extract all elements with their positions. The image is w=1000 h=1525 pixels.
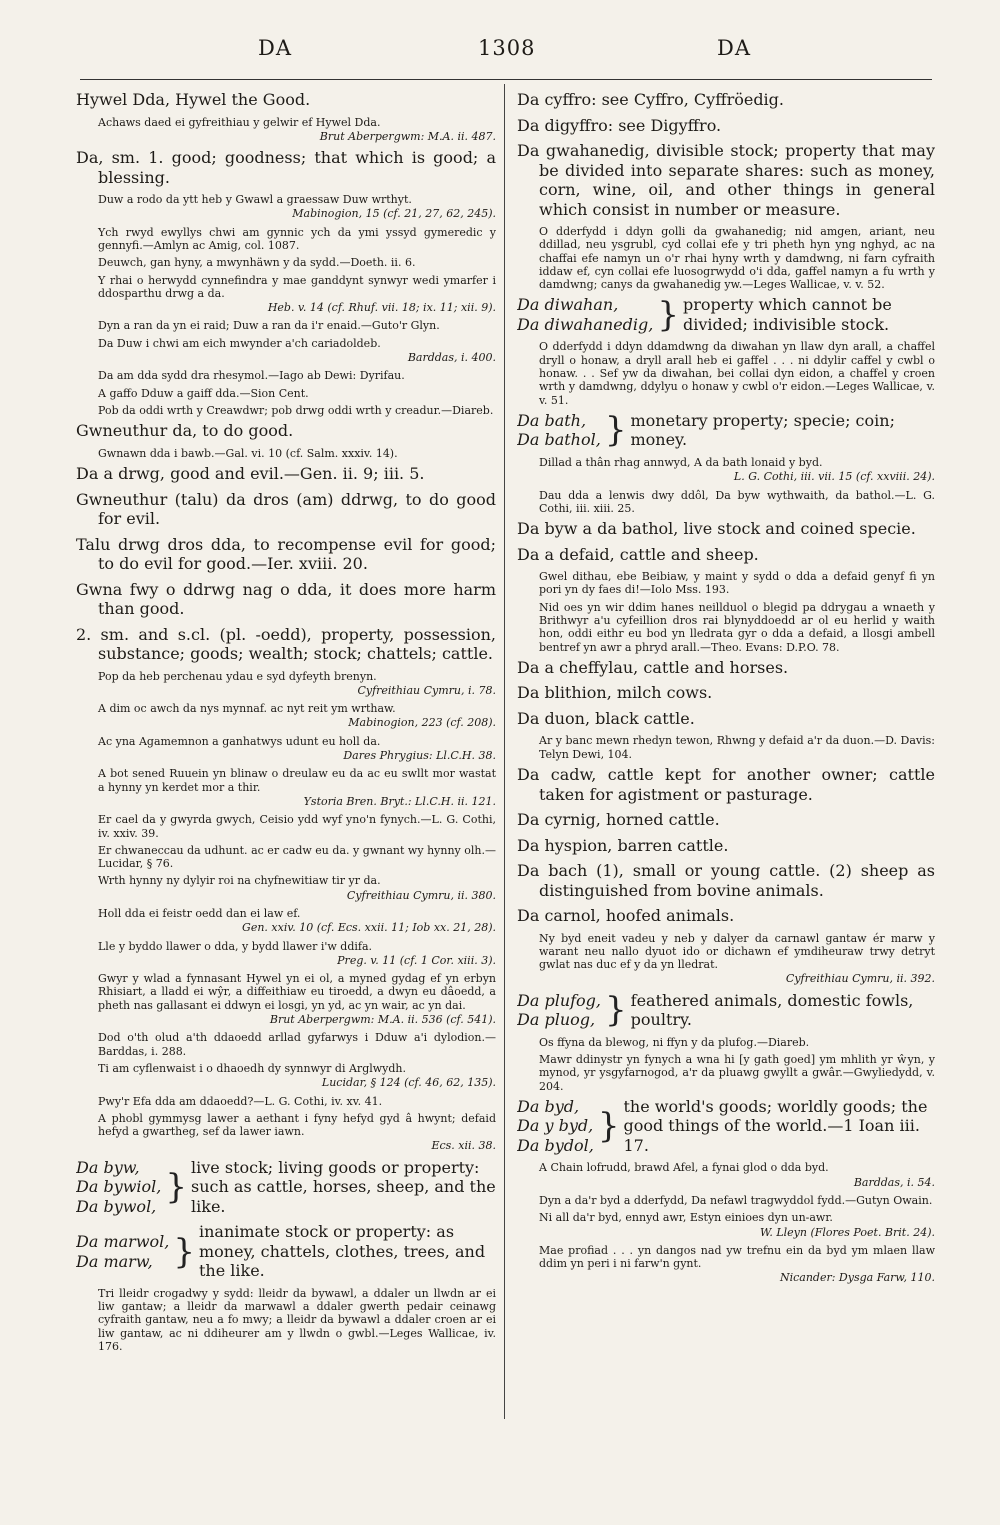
entry-group-da-bath — [517, 411, 935, 450]
citation: Ac yna Agamemnon a ganhatwys udunt eu holl da. — [98, 734, 381, 748]
citation: Pob da oddi wrth y Creawdwr; pob drwg oddi wrth y creadur.—Diareb. — [98, 403, 494, 417]
citation: A bot sened Ruuein yn blinaw o dreulaw eu da ac eu swllt mor wastat a hynny yn kerdet mor a thir. — [98, 767, 496, 794]
citation: Er chwaneccau da udhunt. ac er cadw eu da. y gwnant wy hynny olh.—Lucidar, § 76. — [98, 843, 496, 871]
source-reference: Cyfreithiau Cymru, i. 78. — [357, 683, 496, 697]
source-reference: Mabinogion, 223 (cf. 208). — [348, 716, 496, 730]
source-reference: Preg. v. 11 (cf. 1 Cor. xiii. 3). — [337, 953, 496, 967]
dictionary-entry: Da cyffro: see Cyffro, Cyffröedig. — [517, 90, 784, 109]
term: Da y byd, — [517, 1116, 594, 1136]
citation: Gwel dithau, ebe Beibiaw, y maint y sydd o dda a defaid genyf fi yn pori yn dy faes di!—Iolo Mss. 193. — [539, 570, 935, 597]
source-reference: Mabinogion, 15 (cf. 21, 27, 62, 245). — [292, 207, 496, 221]
term: Da bath, — [517, 410, 587, 430]
entry-group-da-byw — [76, 1158, 496, 1217]
group-definition: inanimate stock or property: as money, chattels, clothes, trees, and the like. — [198, 1222, 486, 1281]
citation: Mae profiad . . . yn dangos nad yw trefnu ein da byd ym mlaen llaw ddim yn peri i ni farw'n gynt. — [539, 1243, 935, 1271]
group-definition: feathered animals, domestic fowls, poultry. — [630, 990, 914, 1030]
left-column — [76, 90, 496, 1430]
right-column — [517, 90, 935, 1430]
source-reference: Cyfreithiau Cymru, ii. 380. — [346, 888, 496, 902]
citation: Nid oes yn wir ddim hanes neillduol o blegid pa ddrygau a wnaeth y Brithwyr a'u cyfeillion dros rai blynyddoedd ar ol eu herlid y waith hon, oddi eithr eu bod yn lledrata gyr o dda a defaid, a llosgi ambell bentref yn awr a phryd arall.—Theo. Evans: D.P.O. 78. — [539, 600, 935, 654]
citation: Da Duw i chwi am eich mwynder a'ch cariadoldeb. — [98, 336, 381, 350]
right-entries-3 — [517, 456, 935, 986]
citation: Ych rwyd ewyllys chwi am gynnic ych da ymi yssyd gymeredic y gennyfi.—Amlyn ac Amig, col. 1087. — [98, 225, 496, 252]
left-entries — [76, 90, 496, 1153]
citation: Ti am cyflenwaist i o dhaoedh dy synnwyr di Arglwydh. — [98, 1061, 407, 1075]
group-terms — [517, 295, 653, 334]
group-definition: property which cannot be divided; indivisible stock. — [683, 295, 892, 334]
group-terms — [76, 1158, 161, 1217]
term: Da marw, — [76, 1251, 153, 1271]
dictionary-entry: Da bach (1), small or young cattle. (2) sheep as distinguished from bovine animals. — [517, 861, 935, 900]
dictionary-entry: Hywel Dda, Hywel the Good. — [76, 90, 311, 109]
brace: } — [165, 1167, 188, 1207]
dictionary-entry: 2. sm. and s.cl. (pl. -oedd), property, possession, substance; goods; wealth; stock; chattels; cattle. — [76, 624, 496, 664]
dictionary-entry: Gwneuthur da, to do good. — [76, 421, 294, 441]
source-reference: Ystoria Bren. Bryt.: Ll.C.H. ii. 121. — [303, 794, 496, 808]
group-terms — [517, 411, 601, 450]
header-rule — [80, 79, 932, 80]
brace: } — [605, 990, 627, 1031]
entry-group-da-plufog — [517, 991, 935, 1030]
citation: Os ffyna da blewog, ni ffyn y da plufog.—Diareb. — [539, 1035, 810, 1049]
header-left-guide-word: DA — [258, 36, 293, 60]
source-reference: Gen. xxiv. 10 (cf. Ecs. xxii. 11; Iob xx. 21, 28). — [242, 921, 496, 935]
entry-group-da-byd — [517, 1097, 935, 1156]
header-right-guide-word: DA — [717, 36, 752, 60]
source-reference: Barddas, i. 54. — [853, 1175, 935, 1189]
citation: Dillad a thân rhag annwyd, A da bath lonaid y byd. — [539, 455, 823, 469]
citation: A Chain lofrudd, brawd Afel, a fynai glod o dda byd. — [539, 1161, 829, 1175]
dictionary-entry: Da a cheffylau, cattle and horses. — [517, 657, 789, 677]
citation: Da am dda sydd dra rhesymol.—Iago ab Dewi: Dyrifau. — [98, 369, 405, 383]
source-reference: Nicander: Dysga Farw, 110. — [779, 1271, 935, 1285]
citation: Achaws daed ei gyfreithiau y gelwir ef Hywel Dda. — [98, 115, 381, 129]
group-terms — [517, 991, 601, 1030]
term: Da diwahanedig, — [517, 314, 654, 334]
dictionary-entry: Da carnol, hoofed animals. — [517, 906, 735, 926]
citation: Lle y byddo llawer o dda, y bydd llawer i'w ddifa. — [98, 939, 373, 953]
dictionary-entry: Da duon, black cattle. — [517, 708, 695, 728]
brace: } — [657, 294, 679, 335]
citation: Pop da heb perchenau ydau e syd dyfeyth brenyn. — [98, 669, 377, 683]
citation: O dderfydd i ddyn ddamdwng da diwahan yn llaw dyn arall, a chaffel dryll o honaw, a dryll arall heb ei gaffel . . . ni ddylir caffel y cwbl o honaw. . . Sef yw da diwahan, bei collai dyn eidon, a chaffel y croen wrth y damdwng, ddylyu o honaw y cwbl o'r eidon.—Leges Wallicae, v. v. 51. — [539, 340, 935, 407]
right-entries-5 — [517, 1161, 935, 1284]
dictionary-entry: Gwna fwy o ddrwg nag o dda, it does more harm than good. — [76, 579, 496, 619]
right-entries-4 — [517, 1036, 935, 1093]
group-terms — [76, 1232, 169, 1271]
citation: Mawr ddinystr yn fynych a wna hi [y gath goed] ym mhlith yr ŵyn, y mynod, yr ysgyfarnogod, a'r da pluawg gwyllt a gwâr.—Gwyliedydd, v. 204. — [539, 1053, 935, 1093]
source-reference: Ecs. xii. 38. — [431, 1139, 496, 1153]
citation: Gwyr y wlad a fynnasant Hywel yn ei ol, a myned gydag ef yn erbyn Rhisiart, a lladd ei wŷr, a diffeithiaw eu tiroedd, a dwyn eu dâoedd, a pheth nas gallasant ei ddwyn ei losgi, yn yd, ac yn wair, ac yn dai. — [98, 972, 496, 1012]
source-reference: Cyfreithiau Cymru, ii. 392. — [785, 972, 935, 986]
term: Da bywol, — [76, 1196, 157, 1216]
citation: Tri lleidr crogadwy y sydd: lleidr da bywawl, a ddaler un llwdn ar ei liw gantaw; a lleidr da marwawl a ddaler gwerth pedair ceinawg cyfraith gantaw, neu a fo mwy; a lleidr da bywawl a ddaler croen ar ei liw gantaw, ac ni ddiheurer am y llwdn o gwbl.—Leges Wallicae, iv. 176. — [98, 1286, 496, 1353]
dictionary-entry: Da a defaid, cattle and sheep. — [517, 544, 759, 564]
brace: } — [604, 410, 627, 451]
term: Da byd, — [517, 1096, 580, 1116]
dictionary-entry: Da gwahanedig, divisible stock; property that may be divided into separate shares: such as money, corn, wine, oil, and other things in general which consist in number or measure. — [517, 141, 935, 219]
source-reference: Dares Phrygius: Ll.C.H. 38. — [343, 749, 496, 763]
term: Da pluog, — [517, 1010, 596, 1030]
citation: A dim oc awch da nys mynnaf. ac nyt reit ym wrthaw. — [98, 702, 396, 716]
dictionary-entry: Talu drwg dros dda, to recompense evil for good; to do evil for good.—Ier. xviii. 20. — [76, 534, 496, 574]
source-reference: L. G. Cothi, iii. vii. 15 (cf. xxviii. 24). — [733, 470, 935, 484]
term: Da byw, — [76, 1157, 140, 1177]
citation: Dau dda a lenwis dwy ddôl, Da byw wythwaith, da bathol.—L. G. Cothi, iii. xiii. 25. — [539, 488, 935, 515]
citation: Y rhai o herwydd cynnefindra y mae ganddynt synwyr wedi ymarfer i ddosparthu drwg a da. — [98, 273, 496, 300]
citation: Ar y banc mewn rhedyn tewon, Rhwng y defaid a'r da duon.—D. Davis: Telyn Dewi, 104. — [539, 734, 935, 761]
citation: Gwnawn dda i bawb.—Gal. vi. 10 (cf. Salm. xxxiv. 14). — [98, 446, 398, 460]
term: Da diwahan, — [517, 295, 619, 315]
citation: A gaffo Dduw a gaiff dda.—Sion Cent. — [98, 386, 309, 400]
brace: } — [597, 1106, 620, 1147]
group-definition: live stock; living goods or property: such as cattle, horses, sheep, and the like. — [191, 1157, 496, 1216]
source-reference: Brut Aberpergwm: M.A. ii. 536 (cf. 541). — [269, 1013, 496, 1027]
dictionary-entry: Da hyspion, barren cattle. — [517, 835, 729, 855]
term: Da bydol, — [517, 1135, 594, 1155]
citation: Holl dda ei feistr oedd dan ei law ef. — [98, 907, 301, 920]
dictionary-entry: Gwneuthur (talu) da dros (am) ddrwg, to do good for evil. — [76, 489, 496, 529]
source-reference: Brut Aberpergwm: M.A. ii. 487. — [319, 129, 496, 143]
dictionary-entry: Da digyffro: see Digyffro. — [517, 115, 722, 135]
group-definition: the world's goods; worldly goods; the good things of the world.—1 Ioan iii. 17. — [623, 1096, 928, 1155]
citation: Pwy'r Efa dda am ddaoedd?—L. G. Cothi, iv. xv. 41. — [98, 1094, 383, 1108]
citation: O dderfydd i ddyn golli da gwahanedig; nid amgen, ariant, neu ddillad, neu ysgrubl, cyd collai efe y tri pheth hyn yng nghyd, ac na chaffai efe namyn un o'r rhai hyny wrth y damdwng, ni farn cyfraith iddaw ef, cyn collai efe luosogrwydd o'i dda, gaffel namyn a fu wrth y damdwng; canys da gwahanedig yw.—Leges Wallicae, v. v. 52. — [539, 225, 935, 292]
dictionary-entry: Da byw a da bathol, live stock and coined specie. — [517, 519, 916, 539]
source-reference: Heb. v. 14 (cf. Rhuf. vii. 18; ix. 11; xii. 9). — [267, 301, 496, 315]
group-terms — [517, 1097, 594, 1156]
citation: Duw a rodo da ytt heb y Gwawl a graessaw Duw wrthyt. — [98, 193, 412, 207]
column-divider — [504, 84, 505, 1419]
term: Da bathol, — [517, 430, 601, 450]
entry-group-da-marwol — [76, 1222, 496, 1281]
citation: A phobl gymmysg lawer a aethant i fyny hefyd gyd â hwynt; defaid hefyd a gwartheg, sef da lawer iawn. — [98, 1111, 496, 1139]
citation: Wrth hynny ny dylyir roi na chyfnewitiaw tir yr da. — [98, 874, 381, 888]
dictionary-entry: Da a drwg, good and evil.—Gen. ii. 9; iii. 5. — [76, 464, 425, 484]
dictionary-entry: Da cadw, cattle kept for another owner; cattle taken for agistment or pasturage. — [517, 765, 935, 804]
page-header — [0, 36, 1000, 66]
citation: Dod o'th olud a'th ddaoedd arllad gyfarwys i Dduw a'i dylodion.—Barddas, i. 288. — [98, 1031, 496, 1058]
citation: Dyn a ran da yn ei raid; Duw a ran da i'r enaid.—Guto'r Glyn. — [98, 319, 440, 333]
brace: } — [173, 1231, 195, 1272]
right-entries — [517, 90, 935, 291]
dictionary-entry: Da cyrnig, horned cattle. — [517, 810, 720, 830]
citation: Dyn a da'r byd a dderfydd, Da nefawl tragwyddol fydd.—Gutyn Owain. — [539, 1194, 933, 1207]
citation: Ny byd eneit vadeu y neb y dalyer da carnawl gantaw ér marw y warant neu nallo dyuot ido or dichawn ef ymdiheuraw trwy detryt gwlat nas duc ef y da yn lledrat. — [539, 931, 935, 972]
citation: Er cael da y gwyrda gwych, Ceisio ydd wyf yno'n fynych.—L. G. Cothi, iv. xxiv. 39. — [98, 813, 496, 840]
entry-group-da-diwahan — [517, 295, 935, 334]
term: Da bywiol, — [76, 1177, 162, 1197]
citation: Deuwch, gan hyny, a mwynhäwn y da sydd.—Doeth. ii. 6. — [98, 256, 416, 270]
citation: Ni all da'r byd, ennyd awr, Estyn einioes dyn un-awr. — [539, 1211, 833, 1225]
term: Da marwol, — [76, 1232, 170, 1251]
source-reference: W. Lleyn (Flores Poet. Brit. 24). — [759, 1225, 935, 1239]
dictionary-entry: Da, sm. 1. good; goodness; that which is good; a blessing. — [76, 148, 496, 187]
source-reference: Barddas, i. 400. — [407, 351, 496, 365]
source-reference: Lucidar, § 124 (cf. 46, 62, 135). — [321, 1076, 496, 1090]
dictionary-entry: Da blithion, milch cows. — [517, 683, 713, 703]
term: Da plufog, — [517, 990, 601, 1010]
right-entries-2 — [517, 340, 935, 406]
page-number: 1308 — [478, 36, 536, 60]
group-definition: monetary property; specie; coin; money. — [630, 410, 895, 450]
